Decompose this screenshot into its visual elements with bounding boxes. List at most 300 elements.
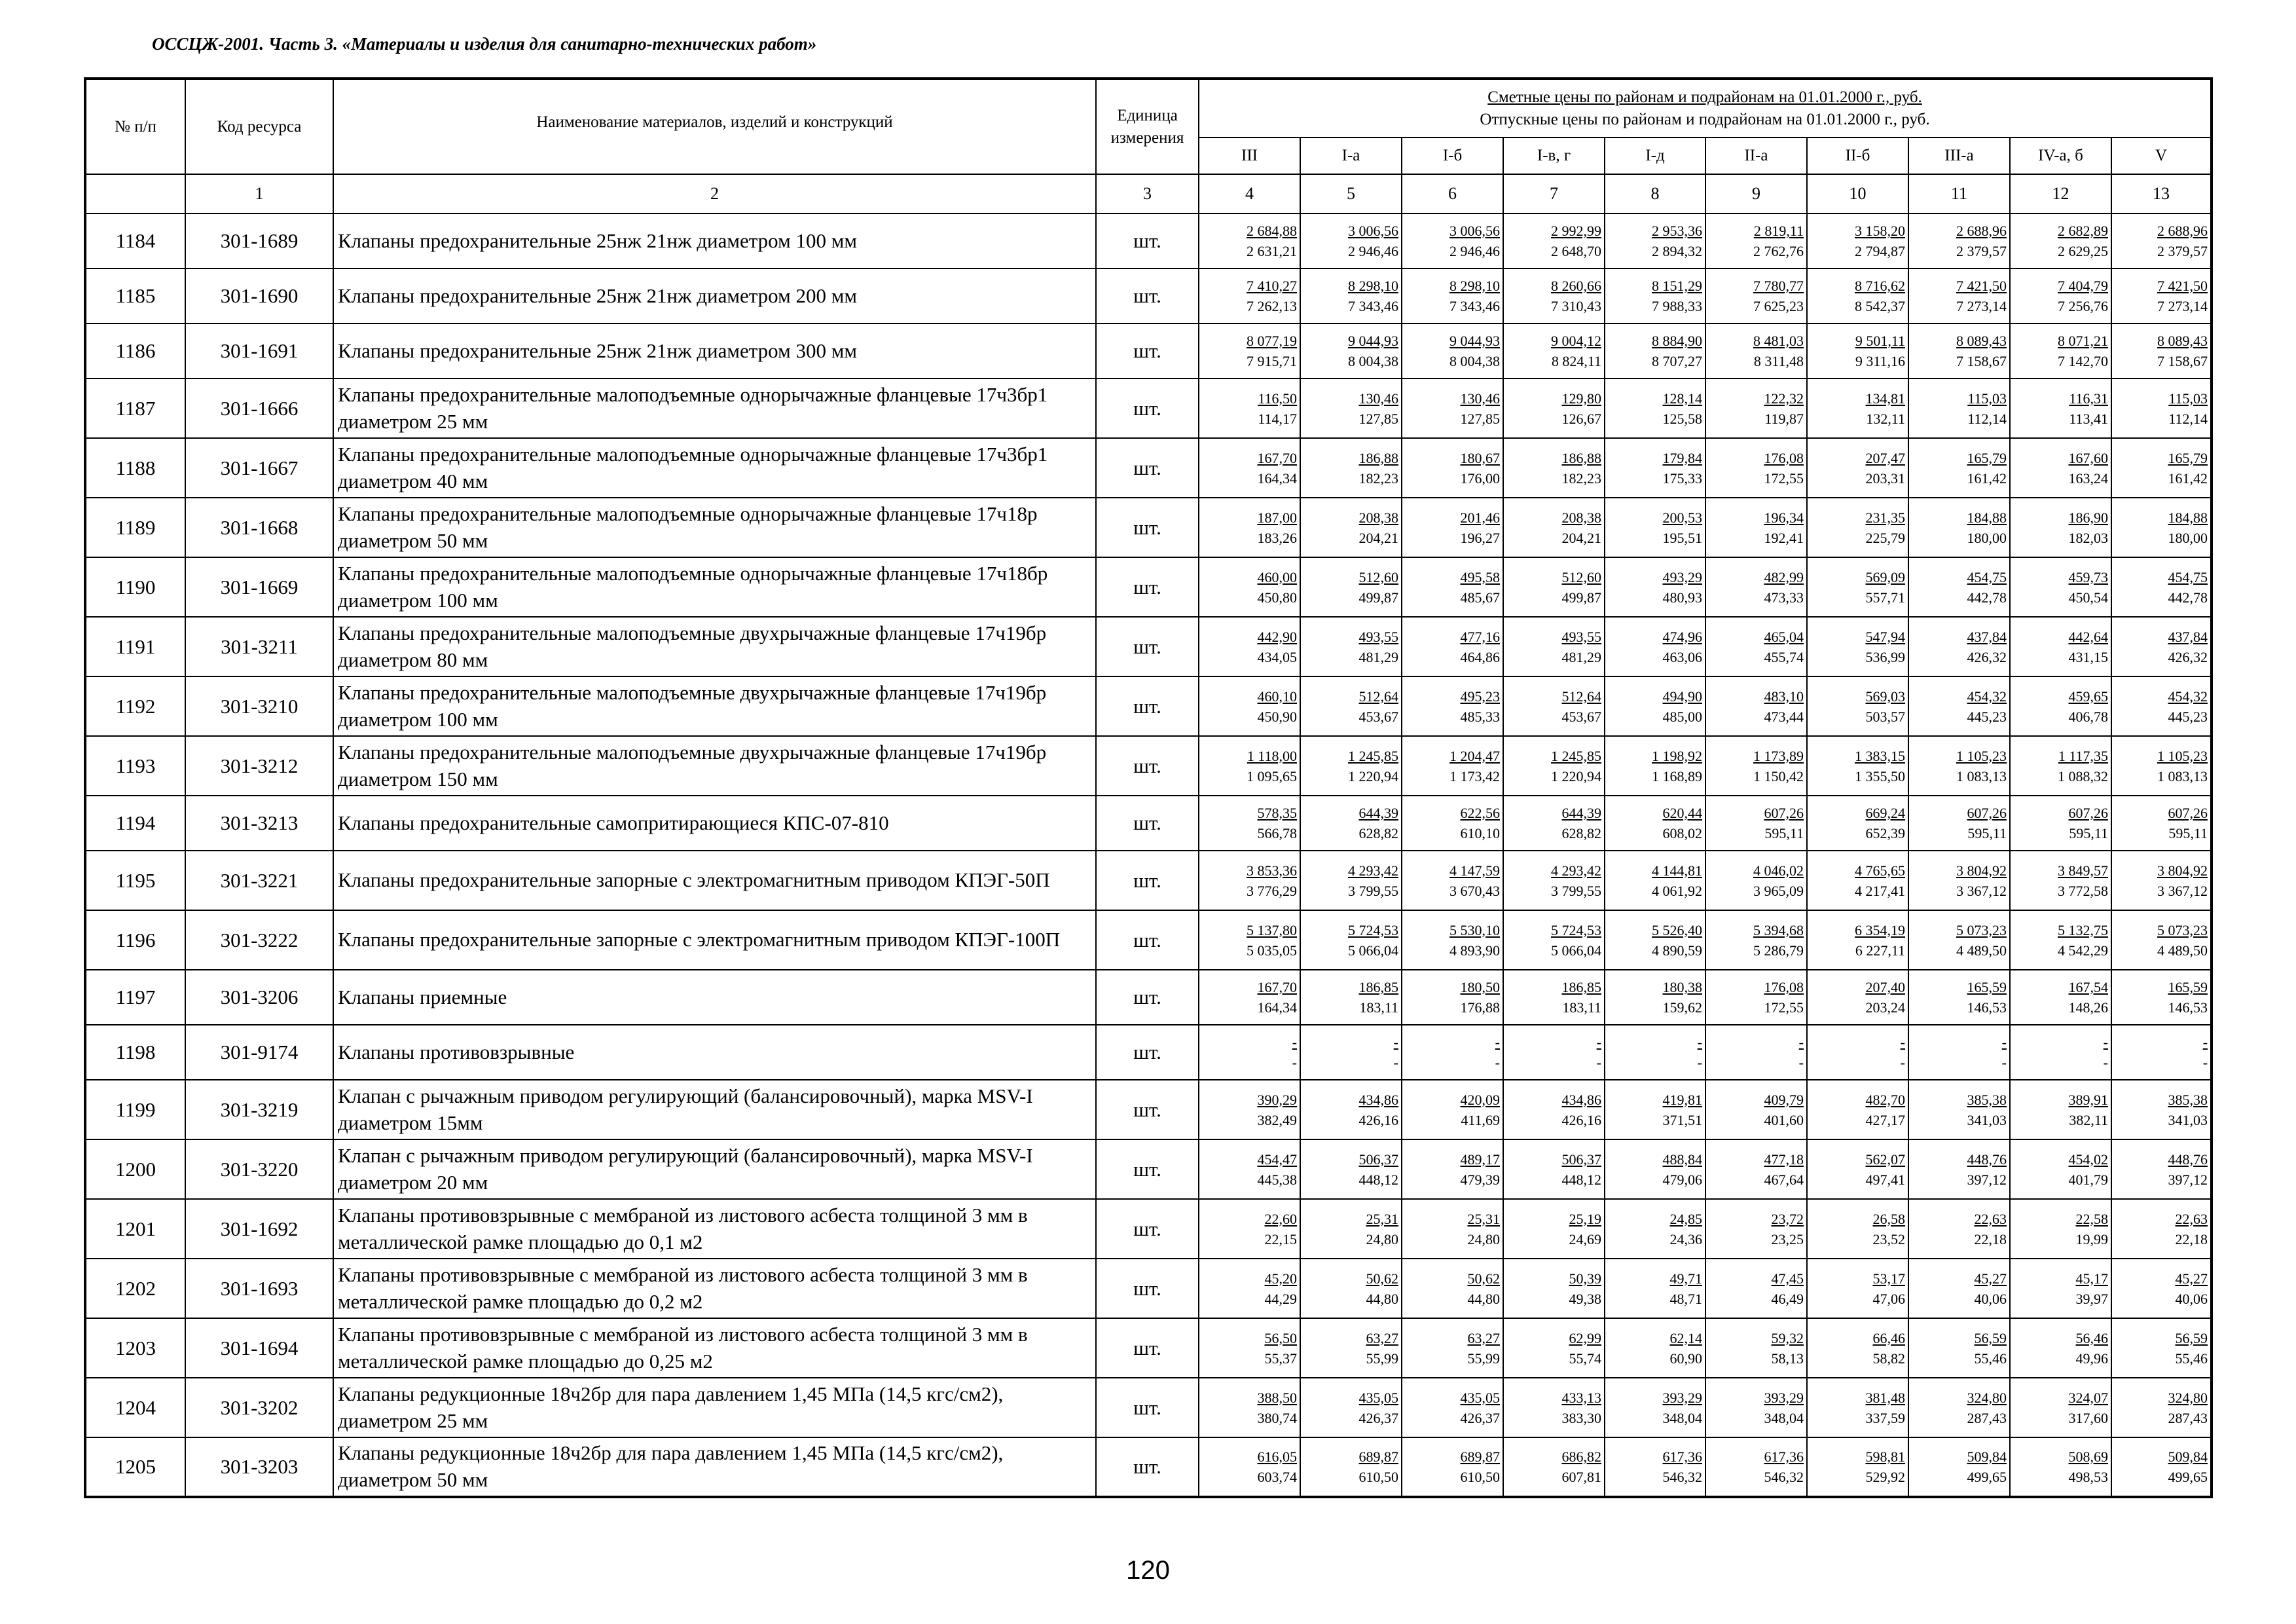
estimate-price: 47,45	[1771, 1270, 1804, 1287]
table-row	[85, 1318, 2212, 1378]
price-cell	[1908, 851, 2010, 910]
release-price: 8 311,48	[1753, 353, 1804, 369]
unit: шт.	[1096, 1139, 1199, 1199]
price-cell	[1300, 617, 1402, 676]
release-price: 497,41	[1865, 1171, 1905, 1188]
price-cell	[1503, 268, 1605, 323]
price-cell	[2111, 1080, 2212, 1139]
release-price: 499,65	[2168, 1469, 2208, 1485]
estimate-price: 180,50	[1460, 979, 1500, 995]
estimate-price: 56,50	[1264, 1329, 1297, 1346]
table-row	[85, 323, 2212, 378]
estimate-price: 8 298,10	[1348, 278, 1398, 294]
price-cell	[1402, 498, 1503, 557]
estimate-price: 6 354,19	[1855, 921, 1905, 938]
estimate-price: 644,39	[1358, 805, 1398, 821]
table-row	[85, 617, 2212, 676]
price-cell	[1300, 736, 1402, 796]
price-cell	[2010, 970, 2111, 1025]
price-cell	[1199, 1199, 1300, 1259]
price-cell	[1199, 1318, 1300, 1378]
price-cell	[1503, 557, 1605, 617]
table-row	[85, 1199, 2212, 1259]
release-price: 161,42	[2168, 470, 2208, 487]
table-row	[85, 1025, 2212, 1080]
estimate-price: 435,05	[1460, 1389, 1500, 1406]
release-price: 1 083,13	[1956, 767, 2007, 784]
estimate-price: 3 804,92	[1956, 862, 2007, 879]
resource-code: 301-9174	[185, 1025, 333, 1080]
release-price: 595,11	[2168, 825, 2208, 841]
release-price: 5 286,79	[1753, 942, 1804, 959]
price-cell	[1908, 1080, 2010, 1139]
price-cell	[1199, 676, 1300, 736]
table-row	[85, 736, 2212, 796]
release-price: 401,60	[1764, 1111, 1804, 1128]
item-name: Клапаны противовзрывные с мембраной из листового асбеста толщиной 3 мм в металлической рамке площадью до 0,25 м2	[333, 1318, 1096, 1378]
release-price: 55,99	[1366, 1350, 1398, 1367]
price-cell	[1807, 1318, 1908, 1378]
price-cell	[2010, 1080, 2111, 1139]
release-price: 317,60	[2068, 1409, 2108, 1426]
price-cell	[1705, 617, 1807, 676]
price-cell	[1908, 1318, 2010, 1378]
estimate-price: 165,59	[2168, 979, 2208, 995]
release-price: 46,49	[1771, 1290, 1804, 1307]
release-price: 445,23	[1967, 708, 2007, 725]
estimate-price: 448,76	[1967, 1151, 2007, 1168]
price-cell	[1605, 796, 1705, 851]
price-cell	[1605, 736, 1705, 796]
release-price: 183,11	[1562, 999, 1601, 1016]
release-price: 8 542,37	[1855, 298, 1905, 314]
release-price: 2 794,87	[1855, 243, 1905, 259]
price-cell	[2111, 1199, 2212, 1259]
release-price: 195,51	[1662, 529, 1702, 546]
column-number: 12	[2010, 174, 2111, 213]
estimate-price: 186,88	[1358, 449, 1398, 466]
price-cell	[1807, 736, 1908, 796]
price-cell	[2010, 438, 2111, 498]
estimate-price: 388,50	[1257, 1389, 1297, 1406]
price-cell	[1300, 557, 1402, 617]
release-price: 203,31	[1865, 470, 1905, 487]
price-cell	[1705, 1025, 1807, 1080]
release-price: 7 273,14	[1956, 298, 2007, 314]
release-price: 22,18	[1974, 1230, 2007, 1247]
price-cell	[1402, 1259, 1503, 1318]
item-name: Клапаны противовзрывные	[333, 1025, 1096, 1080]
estimate-price: 130,46	[1460, 390, 1500, 407]
table-row	[85, 378, 2212, 438]
price-cell	[2010, 268, 2111, 323]
price-cell	[2111, 1318, 2212, 1378]
estimate-price: 578,35	[1257, 805, 1297, 821]
estimate-price: 186,85	[1358, 979, 1398, 995]
release-price: 55,74	[1569, 1350, 1601, 1367]
col-header-name: Наименование материалов, изделий и конструкций	[333, 79, 1096, 174]
price-cell	[1402, 557, 1503, 617]
release-price: 485,33	[1460, 708, 1500, 725]
estimate-price: 9 044,93	[1449, 333, 1500, 349]
item-name: Клапаны противовзрывные с мембраной из листового асбеста толщиной 3 мм в металлической рамке площадью до 0,1 м2	[333, 1199, 1096, 1259]
price-cell	[1807, 910, 1908, 970]
estimate-price: 617,36	[1764, 1449, 1804, 1465]
column-number: 1	[185, 174, 333, 213]
release-price: 4 890,59	[1652, 942, 1702, 959]
release-price: 119,87	[1764, 410, 1804, 427]
price-cell	[1807, 438, 1908, 498]
column-number: 6	[1402, 174, 1503, 213]
row-number: 1201	[85, 1199, 185, 1259]
row-number: 1199	[85, 1080, 185, 1139]
region-header: II-б	[1807, 138, 1908, 174]
price-cell	[1402, 1378, 1503, 1437]
release-price: 1 095,65	[1247, 767, 1297, 784]
resource-code: 301-1694	[185, 1318, 333, 1378]
release-price: 341,03	[2168, 1111, 2208, 1128]
estimate-price: 483,10	[1764, 688, 1804, 705]
price-cell	[1503, 851, 1605, 910]
price-cell	[1605, 617, 1705, 676]
release-price: 382,49	[1257, 1111, 1297, 1128]
release-price: 595,11	[1967, 825, 2007, 841]
release-price: -	[1596, 1054, 1601, 1071]
price-cell	[1807, 1080, 1908, 1139]
unit: шт.	[1096, 970, 1199, 1025]
price-cell	[1402, 617, 1503, 676]
table-row	[85, 498, 2212, 557]
price-cell	[1300, 1378, 1402, 1437]
estimate-price: 385,38	[2168, 1091, 2208, 1108]
price-cell	[1705, 910, 1807, 970]
estimate-price: 66,46	[1872, 1329, 1905, 1346]
estimate-price: 482,99	[1764, 568, 1804, 585]
estimate-price: 506,37	[1358, 1151, 1398, 1168]
release-price: 23,52	[1872, 1230, 1905, 1247]
release-price: 499,65	[1967, 1469, 2007, 1485]
resource-code: 301-1689	[185, 213, 333, 268]
unit: шт.	[1096, 378, 1199, 438]
estimate-price: 393,29	[1662, 1389, 1702, 1406]
estimate-price: 454,47	[1257, 1151, 1297, 1168]
row-number: 1198	[85, 1025, 185, 1080]
release-price: 628,82	[1358, 825, 1398, 841]
estimate-price: 22,58	[2075, 1210, 2108, 1227]
unit: шт.	[1096, 1259, 1199, 1318]
release-price: 380,74	[1257, 1409, 1297, 1426]
resource-code: 301-3220	[185, 1139, 333, 1199]
price-cell	[1300, 1080, 1402, 1139]
release-price: 192,41	[1764, 529, 1804, 546]
estimate-price: 116,50	[1258, 390, 1297, 407]
price-cell	[2010, 1437, 2111, 1497]
release-price: 203,24	[1865, 999, 1905, 1016]
release-price: 148,26	[2068, 999, 2108, 1016]
estimate-price: 512,64	[1358, 688, 1398, 705]
release-price: 132,11	[1866, 410, 1905, 427]
price-cell	[2010, 213, 2111, 268]
price-cell	[1199, 1139, 1300, 1199]
estimate-price: 184,88	[1967, 509, 2007, 526]
release-price: 47,06	[1872, 1290, 1905, 1307]
row-number: 1196	[85, 910, 185, 970]
estimate-price: 165,79	[1967, 449, 2007, 466]
table-row	[85, 796, 2212, 851]
release-price: -	[1393, 1054, 1398, 1071]
release-price: 55,99	[1467, 1350, 1500, 1367]
release-price: 5 066,04	[1348, 942, 1398, 959]
release-price: 5 035,05	[1247, 942, 1297, 959]
estimate-price: 116,31	[2069, 390, 2108, 407]
estimate-price: -	[2103, 1034, 2108, 1050]
unit: шт.	[1096, 1080, 1199, 1139]
price-cell	[1605, 1378, 1705, 1437]
release-price: 448,12	[1358, 1171, 1398, 1188]
estimate-price: 26,58	[1872, 1210, 1905, 1227]
estimate-price: 454,32	[2168, 688, 2208, 705]
item-name: Клапаны приемные	[333, 970, 1096, 1025]
price-cell	[1300, 498, 1402, 557]
release-price: 411,69	[1461, 1111, 1500, 1128]
release-price: 8 004,38	[1348, 353, 1398, 369]
price-cell	[1199, 1080, 1300, 1139]
table-row	[85, 557, 2212, 617]
estimate-price: 3 804,92	[2157, 862, 2208, 879]
price-cell	[1199, 1025, 1300, 1080]
release-price: 159,62	[1662, 999, 1702, 1016]
price-cell	[1503, 1437, 1605, 1497]
release-price: 6 227,11	[1855, 942, 1905, 959]
row-number: 1205	[85, 1437, 185, 1497]
release-price: 7 625,23	[1753, 298, 1804, 314]
release-price: 196,27	[1460, 529, 1500, 546]
price-cell	[1807, 851, 1908, 910]
item-name: Клапаны предохранительные малоподъемные однорычажные фланцевые 17ч18р диаметром 50 мм	[333, 498, 1096, 557]
release-price: 566,78	[1257, 825, 1297, 841]
estimate-price: 689,87	[1460, 1449, 1500, 1465]
price-cell	[1199, 557, 1300, 617]
estimate-price: 477,18	[1764, 1151, 1804, 1168]
price-cell	[1402, 323, 1503, 378]
price-cell	[2111, 378, 2212, 438]
price-cell	[1807, 1139, 1908, 1199]
release-price: 348,04	[1662, 1409, 1702, 1426]
release-price: 426,32	[1967, 648, 2007, 665]
release-price: 112,14	[2168, 410, 2208, 427]
estimate-price: 4 293,42	[1348, 862, 1398, 879]
price-cell	[1300, 1199, 1402, 1259]
release-price: 127,85	[1358, 410, 1398, 427]
price-cell	[1503, 378, 1605, 438]
price-cell	[2111, 1025, 2212, 1080]
price-cell	[1908, 323, 2010, 378]
estimate-price: 434,86	[1561, 1091, 1601, 1108]
estimate-price: 459,65	[2068, 688, 2108, 705]
release-price: 161,42	[1967, 470, 2007, 487]
estimate-price: 22,63	[2175, 1210, 2208, 1227]
column-number: 5	[1300, 174, 1402, 213]
price-cell	[1402, 1139, 1503, 1199]
release-price: 610,50	[1358, 1469, 1398, 1485]
price-cell	[1300, 910, 1402, 970]
estimate-price: 3 849,57	[2058, 862, 2108, 879]
release-price: 58,82	[1872, 1350, 1905, 1367]
price-cell	[1402, 213, 1503, 268]
estimate-price: 5 724,53	[1348, 921, 1398, 938]
estimate-price: 474,96	[1662, 628, 1702, 645]
estimate-price: 22,63	[1974, 1210, 2007, 1227]
resource-code: 301-3212	[185, 736, 333, 796]
resource-code: 301-1669	[185, 557, 333, 617]
estimate-price: -	[2202, 1034, 2208, 1050]
estimate-price: 1 245,85	[1551, 747, 1601, 764]
estimate-price: 409,79	[1764, 1091, 1804, 1108]
estimate-price: 607,26	[2068, 805, 2108, 821]
estimate-price: 50,39	[1569, 1270, 1601, 1287]
region-header: I-б	[1402, 138, 1503, 174]
col-header-prices	[1199, 79, 2212, 138]
release-price: 60,90	[1669, 1350, 1702, 1367]
release-price: 2 946,46	[1449, 243, 1500, 259]
item-name: Клапан с рычажным приводом регулирующий (балансировочный), марка MSV-I диаметром 15мм	[333, 1080, 1096, 1139]
release-price: 607,81	[1561, 1469, 1601, 1485]
estimate-price: 5 526,40	[1652, 921, 1702, 938]
release-price: 4 893,90	[1449, 942, 1500, 959]
region-header: IV-а, б	[2010, 138, 2111, 174]
unit: шт.	[1096, 323, 1199, 378]
price-cell	[1807, 676, 1908, 736]
price-cell	[1503, 1259, 1605, 1318]
price-cell	[1807, 1437, 1908, 1497]
price-cell	[1503, 676, 1605, 736]
estimate-price: 448,76	[2168, 1151, 2208, 1168]
estimate-price: 184,88	[2168, 509, 2208, 526]
estimate-price: 201,46	[1460, 509, 1500, 526]
estimate-price: 176,08	[1764, 979, 1804, 995]
estimate-price: -	[1393, 1034, 1398, 1050]
price-cell	[1807, 557, 1908, 617]
release-price: 180,00	[1967, 529, 2007, 546]
column-number: 7	[1503, 174, 1605, 213]
release-price: 427,17	[1865, 1111, 1905, 1128]
estimate-price: -	[1495, 1034, 1500, 1050]
release-price: 499,87	[1561, 589, 1601, 606]
price-cell	[1300, 796, 1402, 851]
row-number: 1187	[85, 378, 185, 438]
price-cell	[2111, 970, 2212, 1025]
estimate-price: 437,84	[2168, 628, 2208, 645]
price-cell	[2111, 438, 2212, 498]
release-price: 127,85	[1460, 410, 1500, 427]
price-cell	[1705, 851, 1807, 910]
release-price: 225,79	[1865, 529, 1905, 546]
region-header: V	[2111, 138, 2212, 174]
region-header: II-а	[1705, 138, 1807, 174]
release-price: 58,13	[1771, 1350, 1804, 1367]
price-cell	[1199, 323, 1300, 378]
release-price: 55,37	[1264, 1350, 1297, 1367]
price-cell	[1807, 796, 1908, 851]
price-cell	[1908, 1437, 2010, 1497]
estimate-price: 176,08	[1764, 449, 1804, 466]
release-price: 182,23	[1561, 470, 1601, 487]
release-price: 426,37	[1460, 1409, 1500, 1426]
release-price: 44,80	[1467, 1290, 1500, 1307]
release-price: 39,97	[2075, 1290, 2108, 1307]
estimate-price: 569,03	[1865, 688, 1905, 705]
release-price: 2 762,76	[1753, 243, 1804, 259]
row-number: 1184	[85, 213, 185, 268]
price-cell	[1503, 498, 1605, 557]
estimate-price: 3 853,36	[1247, 862, 1297, 879]
estimate-price: 622,56	[1460, 805, 1500, 821]
estimate-price: 1 117,35	[2058, 747, 2108, 764]
estimate-price: 5 132,75	[2058, 921, 2108, 938]
page-number: 120	[1126, 1556, 1170, 1585]
price-cell	[1908, 557, 2010, 617]
estimate-price: 4 293,42	[1551, 862, 1601, 879]
release-price: 529,92	[1865, 1469, 1905, 1485]
resource-code: 301-3203	[185, 1437, 333, 1497]
release-price: 182,23	[1358, 470, 1398, 487]
release-price: 23,25	[1771, 1230, 1804, 1247]
estimate-price: 454,75	[2168, 568, 2208, 585]
release-price: 341,03	[1967, 1111, 2007, 1128]
estimate-price: 167,70	[1257, 449, 1297, 466]
row-number: 1204	[85, 1378, 185, 1437]
unit: шт.	[1096, 617, 1199, 676]
estimate-price: 1 105,23	[2157, 747, 2208, 764]
price-cell	[1705, 1199, 1807, 1259]
release-price: -	[1697, 1054, 1702, 1071]
release-price: 126,67	[1561, 410, 1601, 427]
price-cell	[1605, 1437, 1705, 1497]
estimate-price: 180,67	[1460, 449, 1500, 466]
release-price: 3 367,12	[2157, 882, 2208, 899]
estimate-price: 434,86	[1358, 1091, 1398, 1108]
release-price: 442,78	[2168, 589, 2208, 606]
row-number: 1200	[85, 1139, 185, 1199]
price-cell	[1402, 1080, 1503, 1139]
estimate-price: 50,62	[1467, 1270, 1500, 1287]
price-cell	[2111, 796, 2212, 851]
release-price: 450,54	[2068, 589, 2108, 606]
release-price: 453,67	[1358, 708, 1398, 725]
price-cell	[1402, 1318, 1503, 1378]
estimate-price: 196,34	[1764, 509, 1804, 526]
estimate-price: 8 071,21	[2058, 333, 2108, 349]
item-name: Клапаны предохранительные самопритирающиеся КПС-07-810	[333, 796, 1096, 851]
item-name: Клапаны предохранительные 25нж 21нж диаметром 300 мм	[333, 323, 1096, 378]
unit: шт.	[1096, 557, 1199, 617]
price-cell	[1605, 1080, 1705, 1139]
estimate-price: 165,59	[1967, 979, 2007, 995]
release-price: 40,06	[2175, 1290, 2208, 1307]
price-cell	[2010, 1318, 2111, 1378]
release-price: 125,58	[1662, 410, 1702, 427]
estimate-price: -	[1596, 1034, 1601, 1050]
estimate-price: 115,03	[2168, 390, 2208, 407]
estimate-price: 7 404,79	[2058, 278, 2108, 294]
release-price: 24,69	[1569, 1230, 1601, 1247]
release-price: 610,10	[1460, 825, 1500, 841]
release-price: 431,15	[2068, 648, 2108, 665]
release-price: 182,03	[2068, 529, 2108, 546]
release-price: 337,59	[1865, 1409, 1905, 1426]
price-cell	[1908, 213, 2010, 268]
price-cell	[1605, 851, 1705, 910]
